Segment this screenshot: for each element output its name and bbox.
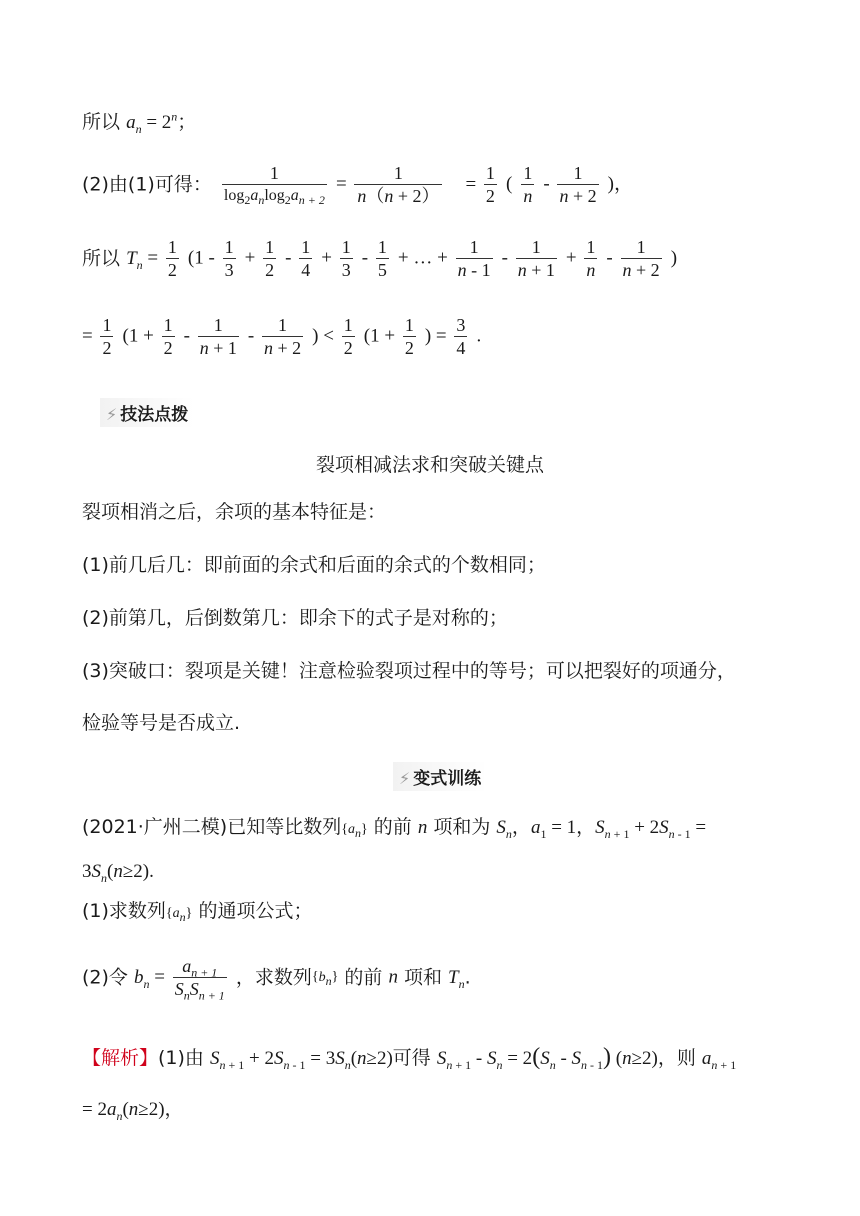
eq: =: [465, 173, 481, 195]
math: -: [501, 247, 513, 269]
denominator: n + 2: [263, 338, 302, 358]
numerator: 1: [265, 237, 275, 257]
denominator: 2: [404, 338, 414, 358]
sup: n: [171, 109, 178, 124]
denominator: n（n + 2）: [354, 184, 442, 207]
sub: n: [135, 121, 142, 136]
lightning-icon: ⚡: [106, 405, 118, 424]
numerator: 3: [456, 315, 466, 335]
line-1: [82, 110, 196, 135]
section-title: 裂项相减法求和突破关键点: [315, 454, 544, 476]
denominator: n + 2: [622, 260, 660, 280]
paragraph-4: (3)突破口：裂项是关键！注意检验裂项过程中的等号；可以把裂好的项通分，: [82, 660, 736, 682]
math: -: [361, 247, 373, 269]
section-badge-technique: [100, 398, 194, 427]
denominator: $\log_2a_n\log_2a_{n + 2}$: [222, 184, 327, 207]
fraction: [173, 955, 227, 1003]
text: 的前: [373, 816, 412, 838]
denominator: 4: [301, 260, 311, 280]
numerator: 1: [102, 315, 112, 335]
text: 可得: [392, 1047, 431, 1069]
math: -: [285, 247, 297, 269]
numerator: 1: [586, 237, 596, 257]
denominator: n + 1: [517, 260, 555, 280]
denominator: 3: [341, 260, 351, 280]
text: 的前: [344, 966, 383, 989]
math: ) =: [424, 325, 452, 347]
numerator: 1: [485, 163, 495, 183]
fraction: [162, 314, 175, 359]
text: (2021·广州二模)已知等比数列: [82, 816, 342, 838]
denominator: $S_nS_{n + 1}$: [174, 979, 225, 1003]
math: -: [247, 325, 259, 347]
denominator: 5: [377, 260, 387, 280]
minus: -: [543, 173, 555, 195]
fraction: [166, 236, 179, 281]
fraction: [262, 314, 303, 359]
text: ，则: [657, 1047, 696, 1069]
math: $S_{n + 1} + 2S_{n - 1}$ =: [595, 817, 707, 841]
numerator: 1: [573, 163, 583, 183]
paragraph-3: (2)前第几，后倒数第几：即余下的式子是对称的；: [82, 607, 508, 629]
question-part-1: [82, 899, 312, 926]
numerator: 1: [377, 237, 387, 257]
eq: =: [149, 966, 170, 988]
numerator: 1: [341, 237, 351, 257]
fraction: [223, 236, 236, 281]
math: ): [670, 247, 678, 269]
math: $S_{n + 1} + 2S_{n - 1} = 3S_n(n\ge 2)$: [209, 1048, 393, 1072]
fraction: [299, 236, 312, 281]
math-T: $T_n$: [126, 247, 143, 272]
fraction: [342, 314, 355, 359]
math: -: [183, 325, 195, 347]
numerator: 1: [269, 163, 279, 183]
math: -: [606, 247, 618, 269]
math: $\{b_n\}$: [311, 969, 339, 988]
math: (1 +: [122, 325, 159, 347]
math: (1 +: [363, 325, 400, 347]
denominator: 2: [163, 338, 173, 358]
question-line-1: (2021·广州二模)已知等比数列$\{a_n\}$ 的前 n 项和为 $S_n$，$a_1 = 1$，$S_{n + 1} + 2S_{n - 1}$ =: [82, 816, 707, 841]
section-badge-exercise: [393, 762, 487, 791]
math-a: a: [126, 112, 136, 133]
math: ) <: [312, 325, 339, 347]
period: .: [464, 966, 471, 989]
math: $b_n$: [133, 966, 150, 991]
numerator: 1: [278, 315, 288, 335]
text: 所以: [82, 247, 121, 270]
denominator: n + 2: [559, 186, 597, 206]
numerator: 1: [163, 315, 173, 335]
line-4: [82, 314, 481, 359]
numerator: 1: [636, 237, 646, 257]
text: (1)求数列: [82, 900, 166, 922]
fraction: [198, 314, 239, 359]
math: +: [321, 247, 337, 269]
denominator: n - 1: [457, 260, 491, 280]
denominator: 2: [167, 260, 177, 280]
denominator: 2: [343, 338, 353, 358]
denominator: n: [523, 186, 533, 206]
math: $S_n$: [496, 817, 512, 841]
paren: )，: [607, 173, 633, 195]
line-3: [82, 236, 677, 281]
numerator: 1: [301, 237, 311, 257]
text: 项和: [403, 966, 442, 989]
numerator: 1: [531, 237, 541, 257]
fraction: [354, 162, 442, 207]
math: + … +: [397, 247, 453, 269]
text: 的通项公式；: [198, 900, 313, 922]
period: .: [476, 325, 482, 347]
fraction: [584, 236, 597, 281]
paragraph-2: (1)前几后几：即前面的余式和后面的余式的个数相同；: [82, 554, 546, 576]
math: +: [565, 247, 582, 269]
fraction: [263, 236, 276, 281]
math: $\{a_n\}$: [165, 906, 193, 924]
denominator: 4: [456, 338, 466, 358]
math: $\{a_n\}$: [341, 822, 368, 840]
numerator: 1: [404, 315, 414, 335]
numerator: 1: [213, 315, 223, 335]
numerator: 1: [523, 163, 533, 183]
denominator: n: [586, 260, 596, 280]
text: ，求数列: [235, 966, 312, 989]
math: +: [244, 247, 261, 269]
fraction: [403, 314, 416, 359]
badge-label: 技法点拨: [120, 405, 189, 425]
math: = 2: [141, 112, 172, 133]
solution-line-2: = $2a_n(n\ge 2)$，: [82, 1099, 184, 1123]
text: (2)由(1)可得：: [82, 173, 212, 196]
denominator: n + 1: [199, 338, 237, 358]
math: n: [417, 817, 428, 838]
fraction: [557, 162, 598, 207]
text: ；: [177, 111, 197, 133]
fraction: [516, 236, 557, 281]
paragraph-5: 检验等号是否成立.: [82, 712, 241, 734]
numerator: $a_{n + 1}$: [182, 956, 218, 980]
solution-label: 【解析】: [82, 1047, 159, 1069]
fraction: [521, 162, 534, 207]
numerator: 1: [393, 163, 403, 183]
text: (2)令: [82, 966, 128, 989]
denominator: 2: [265, 260, 275, 280]
denominator: 2: [485, 186, 495, 206]
badge-label: 变式训练: [413, 769, 482, 789]
fraction: [222, 162, 327, 207]
numerator: 1: [167, 237, 177, 257]
math: $S_{n + 1} - S_n = 2(S_n - S_{n - 1})$ (n≥2): [436, 1044, 658, 1072]
math: n: [388, 966, 398, 988]
fraction: [376, 236, 389, 281]
question-line-1b: $3S_n(n\ge 2)$.: [82, 861, 154, 885]
question-part-2: [82, 955, 471, 1003]
fraction: [456, 236, 493, 281]
math: $T_n$: [448, 966, 465, 991]
fraction: [340, 236, 353, 281]
lightning-icon: ⚡: [399, 769, 411, 788]
fraction: [100, 314, 113, 359]
solution-line-1: [82, 1045, 736, 1071]
numerator: 1: [469, 237, 479, 257]
math: $a_{n + 1}$: [701, 1048, 737, 1072]
denominator: 3: [224, 260, 234, 280]
math: =: [82, 325, 98, 347]
fraction: [484, 162, 497, 207]
text: 项和为: [433, 816, 491, 838]
math: $a_1 = 1$: [530, 817, 577, 841]
eq: =: [142, 247, 163, 269]
paragraph-1: 裂项相消之后，余项的基本特征是：: [82, 501, 387, 523]
numerator: 1: [224, 237, 234, 257]
paren: (: [505, 173, 513, 195]
text: 所以: [82, 111, 121, 133]
line-2: [82, 162, 633, 207]
eq: =: [335, 173, 352, 195]
fraction: [621, 236, 662, 281]
text: (1)由: [158, 1047, 204, 1069]
fraction: [454, 314, 467, 359]
math: (1 -: [187, 247, 220, 269]
numerator: 1: [343, 315, 353, 335]
denominator: 2: [102, 338, 112, 358]
